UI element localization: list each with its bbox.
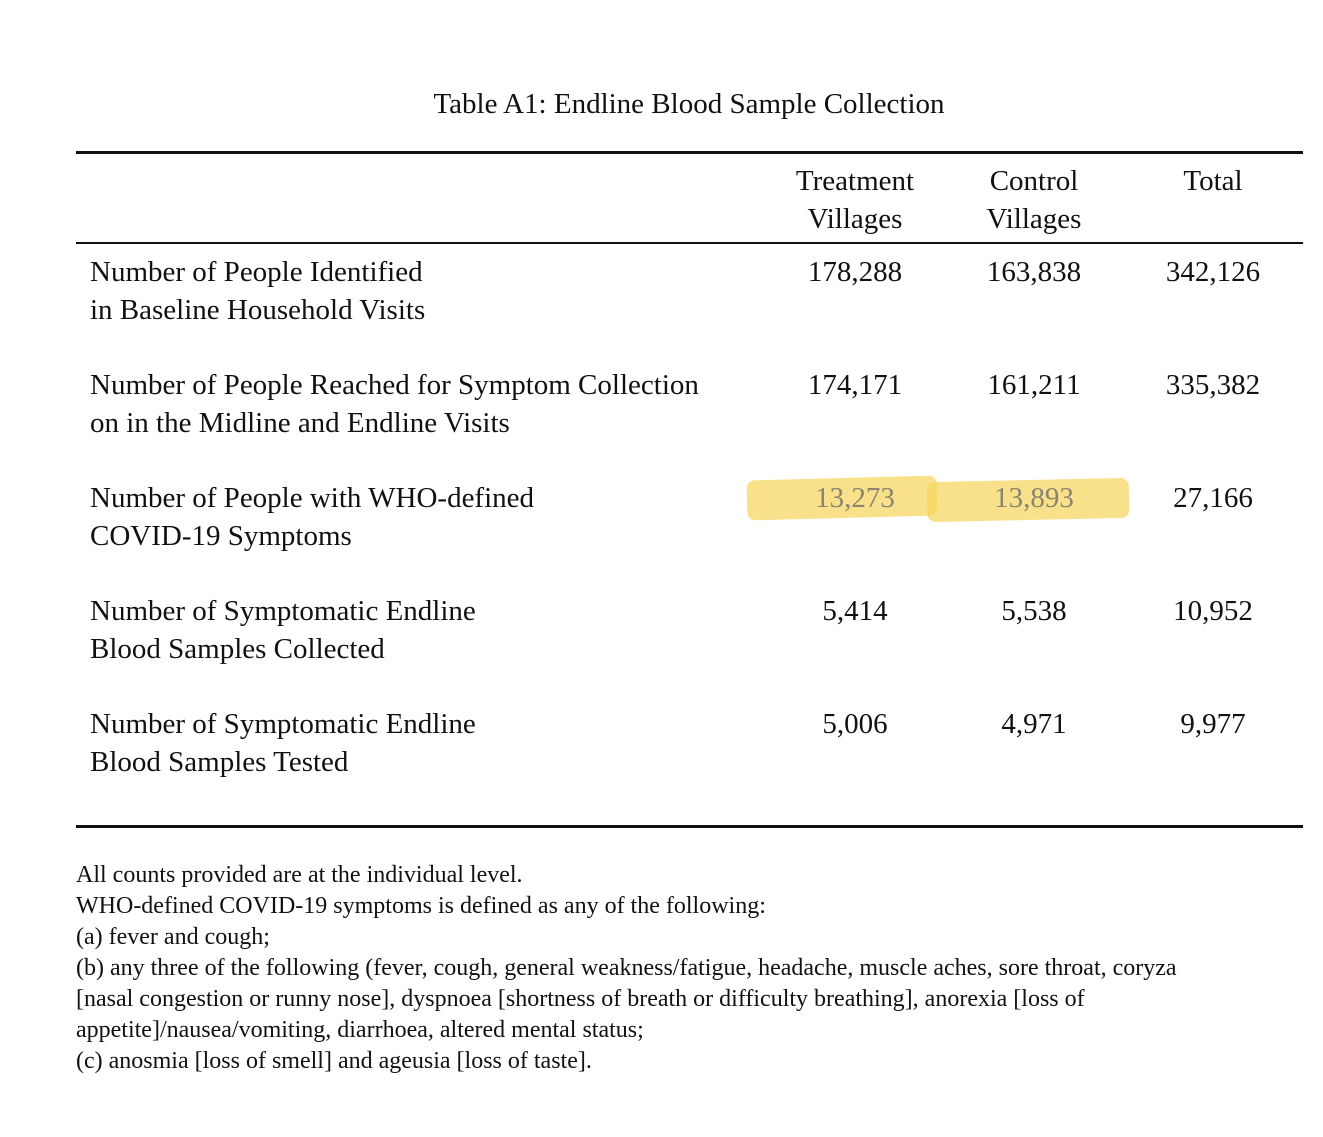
- total-value: 335,382: [1165, 369, 1261, 401]
- row-label: [90, 479, 780, 555]
- note-line: All counts provided are at the individual level.: [76, 862, 523, 888]
- treatment-value: 5,006: [822, 708, 888, 740]
- row-label-line: in Baseline Household Visits: [90, 294, 426, 326]
- total-value: 27,166: [1173, 482, 1253, 514]
- row-label-line: Number of Symptomatic Endline: [90, 708, 476, 740]
- row-label-line: Blood Samples Tested: [90, 746, 349, 778]
- treatment-value: 13,273: [815, 482, 895, 514]
- table-notes: [76, 860, 1306, 1077]
- top-rule: [76, 151, 1303, 154]
- note-line: (c) anosmia [loss of smell] and ageusia [loss of taste].: [76, 1048, 592, 1074]
- note-line: (a) fever and cough;: [76, 924, 270, 950]
- row-label-line: Number of People Reached for Symptom Collection: [90, 369, 699, 401]
- total-value: 9,977: [1180, 708, 1246, 740]
- total-value: 10,952: [1173, 595, 1253, 627]
- row-label: [90, 592, 780, 668]
- header-treatment-villages: [765, 162, 945, 238]
- bottom-rule: [76, 825, 1303, 828]
- row-label: [90, 366, 780, 442]
- row-label-line: COVID-19 Symptoms: [90, 520, 352, 552]
- header-line: Villages: [807, 203, 903, 235]
- table-row: [0, 253, 1323, 333]
- table-row: [0, 705, 1323, 785]
- row-label: [90, 253, 780, 329]
- row-label-line: on in the Midline and Endline Visits: [90, 407, 510, 439]
- row-label-line: Blood Samples Collected: [90, 633, 385, 665]
- control-value: 4,971: [1001, 708, 1067, 740]
- total-value: 342,126: [1165, 256, 1261, 288]
- row-label-line: Number of People Identified: [90, 256, 423, 288]
- control-value: 13,893: [994, 482, 1074, 514]
- control-value: 163,838: [986, 256, 1082, 288]
- table-title: Table A1: Endline Blood Sample Collection: [433, 88, 945, 120]
- note-line: (b) any three of the following (fever, cough, general weakness/fatigue, headache, muscle aches, sore throat, coryza: [76, 955, 1177, 981]
- treatment-value: 178,288: [807, 256, 903, 288]
- note-line: [nasal congestion or runny nose], dyspnoea [shortness of breath or difficulty breathing], anorexia [loss of: [76, 986, 1085, 1012]
- header-total: [1123, 162, 1303, 200]
- header-line: Total: [1183, 165, 1243, 197]
- note-line: appetite]/nausea/vomiting, diarrhoea, altered mental status;: [76, 1017, 644, 1043]
- treatment-value: 174,171: [807, 369, 903, 401]
- row-label: [90, 705, 780, 781]
- control-value: 5,538: [1001, 595, 1067, 627]
- note-line: WHO-defined COVID-19 symptoms is defined as any of the following:: [76, 893, 766, 919]
- table-row: [0, 592, 1323, 672]
- header-control-villages: [944, 162, 1124, 238]
- control-value: 161,211: [987, 369, 1081, 401]
- header-line: Villages: [986, 203, 1082, 235]
- header-rule: [76, 242, 1303, 244]
- row-label-line: Number of People with WHO-defined: [90, 482, 535, 514]
- header-line: Treatment: [795, 165, 915, 197]
- row-label-line: Number of Symptomatic Endline: [90, 595, 476, 627]
- table-row: [0, 366, 1323, 446]
- table-row: [0, 479, 1323, 559]
- treatment-value: 5,414: [822, 595, 888, 627]
- header-line: Control: [989, 165, 1079, 197]
